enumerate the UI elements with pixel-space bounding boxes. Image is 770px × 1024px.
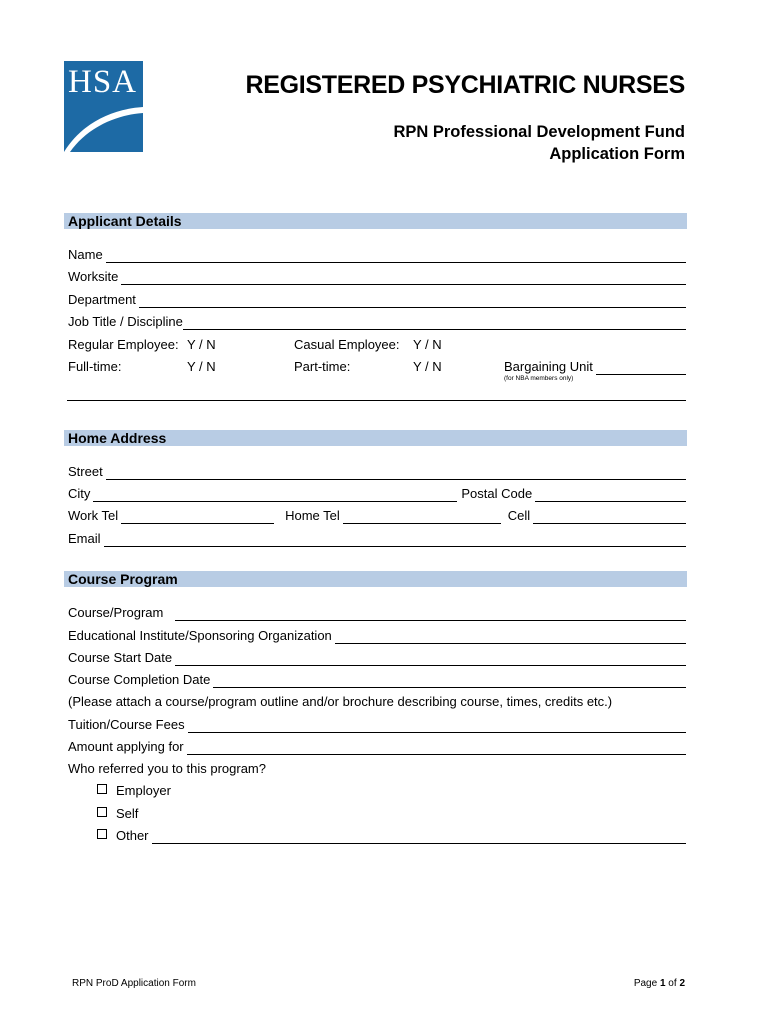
email-field xyxy=(68,527,686,547)
bargaining-note: (for NBA members only) xyxy=(504,375,574,382)
bargaining-unit-field xyxy=(504,355,686,375)
city-input[interactable] xyxy=(93,488,457,502)
self-checkbox[interactable] xyxy=(97,807,107,817)
footer-form-name: RPN ProD Application Form xyxy=(72,978,196,989)
logo-text: HSA xyxy=(68,64,138,100)
job-title-label: Job Title / Discipline xyxy=(68,314,183,329)
name-label: Name xyxy=(68,247,103,262)
city-label: City xyxy=(68,486,91,501)
start-date-field xyxy=(68,646,686,666)
institute-input[interactable] xyxy=(335,630,686,644)
employer-checkbox[interactable] xyxy=(97,784,107,794)
work-tel-label: Work Tel xyxy=(68,508,119,523)
referred-question: Who referred you to this program? xyxy=(68,761,266,776)
bargaining-unit-label: Bargaining Unit xyxy=(504,359,593,374)
course-program-label: Course/Program xyxy=(68,605,164,620)
amount-label: Amount applying for xyxy=(68,739,184,754)
other-label: Other xyxy=(116,828,149,843)
page-number: Page 1 of 2 xyxy=(633,978,685,989)
home-tel-label: Home Tel xyxy=(285,508,340,523)
cell-label: Cell xyxy=(507,508,531,523)
city-postal-row xyxy=(68,482,686,502)
option-employer[interactable] xyxy=(97,783,171,798)
casual-employee-label: Casual Employee: xyxy=(294,337,400,352)
full-time-yn[interactable]: Y / N xyxy=(187,359,216,374)
section-home-address xyxy=(64,430,687,446)
amount-field xyxy=(68,735,686,755)
email-input[interactable] xyxy=(104,533,686,547)
casual-employee-yn[interactable]: Y / N xyxy=(413,337,442,352)
section-course-program xyxy=(64,571,687,587)
tel-row xyxy=(68,504,686,524)
cell-input[interactable] xyxy=(533,510,686,524)
employer-label: Employer xyxy=(116,783,171,798)
completion-date-input[interactable] xyxy=(213,674,686,688)
attach-note: (Please attach a course/program outline and/or brochure describing course, times, credits etc.) xyxy=(68,694,613,709)
postal-code-input[interactable] xyxy=(535,488,686,502)
regular-employee-label: Regular Employee: xyxy=(68,337,179,352)
home-tel-input[interactable] xyxy=(343,510,501,524)
tuition-label: Tuition/Course Fees xyxy=(68,717,185,732)
full-time-label: Full-time: xyxy=(68,359,122,374)
hsa-logo xyxy=(64,61,143,152)
worksite-input[interactable] xyxy=(121,271,686,285)
amount-input[interactable] xyxy=(187,741,686,755)
street-input[interactable] xyxy=(106,466,686,480)
other-input[interactable] xyxy=(152,830,686,844)
self-label: Self xyxy=(116,806,139,821)
job-title-field xyxy=(68,310,686,330)
institute-field xyxy=(68,624,686,644)
work-tel-input[interactable] xyxy=(121,510,274,524)
name-input[interactable] xyxy=(106,249,686,263)
department-label: Department xyxy=(68,292,136,307)
department-input[interactable] xyxy=(139,294,686,308)
logo-swoosh-icon xyxy=(64,61,143,152)
option-other xyxy=(97,824,686,844)
postal-code-label: Postal Code xyxy=(461,486,533,501)
street-label: Street xyxy=(68,464,103,479)
section-heading: Home Address xyxy=(68,430,167,446)
other-checkbox[interactable] xyxy=(97,829,107,839)
option-self[interactable] xyxy=(97,806,138,821)
part-time-label: Part-time: xyxy=(294,359,351,374)
bargaining-unit-input[interactable] xyxy=(596,361,686,375)
start-date-input[interactable] xyxy=(175,652,686,666)
course-program-input[interactable] xyxy=(175,607,686,621)
subtitle-line-2: Application Form xyxy=(549,145,685,163)
email-label: Email xyxy=(68,531,101,546)
regular-employee-yn[interactable]: Y / N xyxy=(187,337,216,352)
page-title: REGISTERED PSYCHIATRIC NURSES xyxy=(245,71,685,99)
completion-date-field xyxy=(68,668,686,688)
tuition-field xyxy=(68,713,686,733)
job-title-input[interactable] xyxy=(183,316,686,330)
start-date-label: Course Start Date xyxy=(68,650,173,665)
section-heading: Course Program xyxy=(68,571,178,587)
section-heading: Applicant Details xyxy=(68,213,182,229)
extra-line[interactable] xyxy=(67,400,686,401)
name-field xyxy=(68,243,686,263)
street-field xyxy=(68,460,686,480)
worksite-field xyxy=(68,265,686,285)
part-time-yn[interactable]: Y / N xyxy=(413,359,442,374)
subtitle-line-1: RPN Professional Development Fund xyxy=(393,123,685,141)
institute-label: Educational Institute/Sponsoring Organization xyxy=(68,628,332,643)
completion-date-label: Course Completion Date xyxy=(68,672,211,687)
department-field xyxy=(68,288,686,308)
course-program-field xyxy=(68,601,686,621)
worksite-label: Worksite xyxy=(68,269,119,284)
section-applicant-details xyxy=(64,213,687,229)
tuition-input[interactable] xyxy=(188,719,686,733)
